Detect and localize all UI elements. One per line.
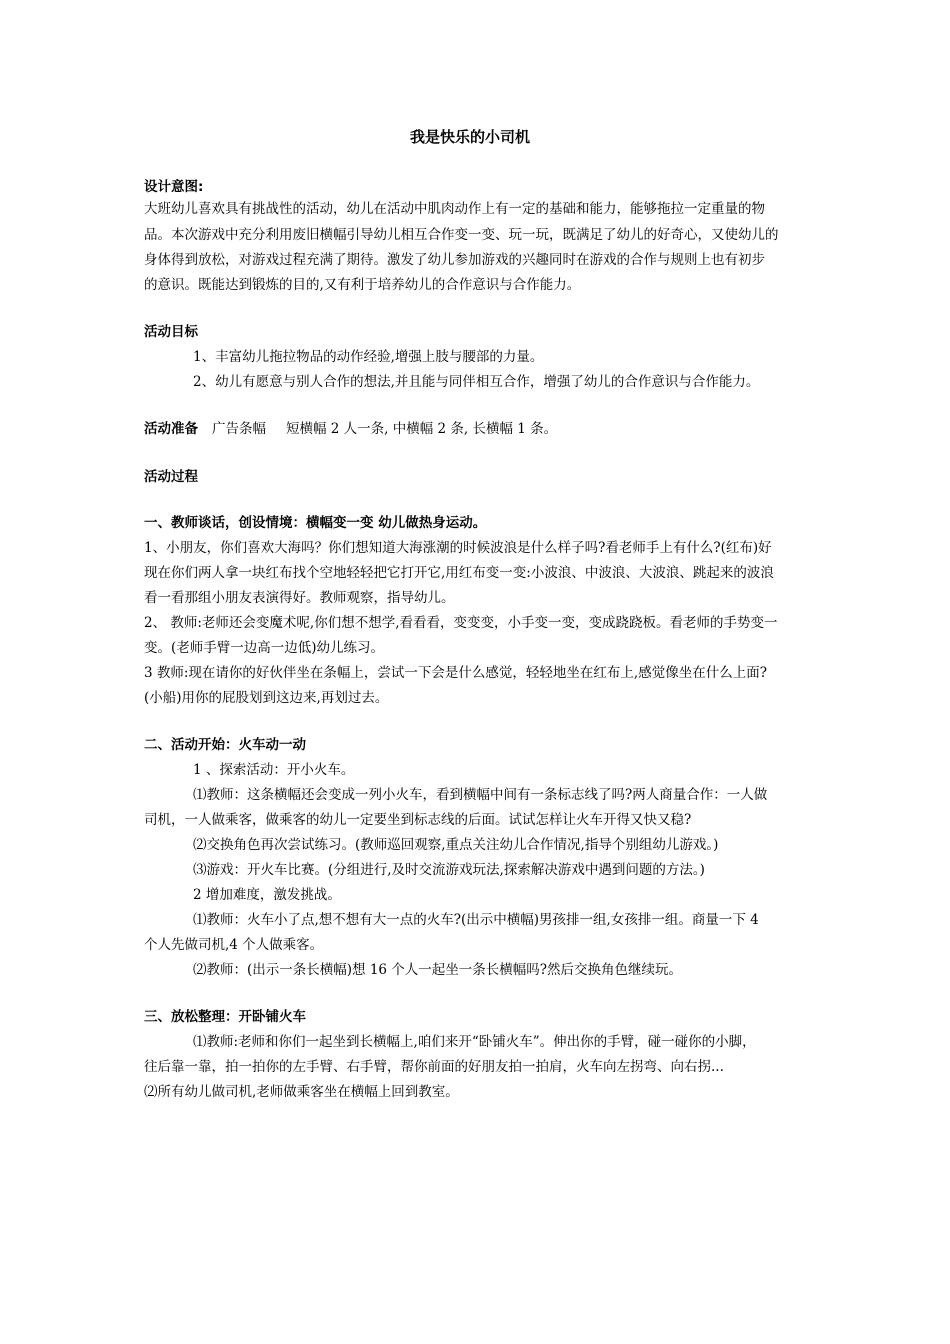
design-intent-line: 的意识。既能达到锻炼的目的,又有利于培养幼儿的合作意识与合作能力。 (144, 277, 581, 293)
design-intent-line: 身体得到放松，对游戏过程充满了期待。激发了幼儿参加游戏的兴趣同时在游戏的合作与规则上也有初步 (144, 252, 765, 268)
process-heading: 活动过程 (144, 469, 198, 485)
part1-line: (小船)用你的屁股划到这边来,再划过去。 (144, 690, 389, 706)
part1-line: 1、小朋友，你们喜欢大海吗？你们想知道大海涨潮的时候波浪是什么样子吗?看老师手上有什么?(红布)好 (144, 540, 772, 556)
goal-item: 2、幼儿有愿意与别人合作的想法,并且能与同伴相互合作，增强了幼儿的合作意识与合作能力。 (193, 374, 760, 390)
part1-line: 现在你们两人拿一块红布找个空地轻轻把它打开它,用红布变一变:小波浪、中波浪、大波浪、跳起来的波浪 (144, 565, 774, 581)
part3-line: 往后靠一靠，拍一拍你的左手臂、右手臂，帮你前面的好朋友拍一拍肩，火车向左拐弯、向右拐... (144, 1059, 724, 1075)
goals-heading: 活动目标 (144, 324, 198, 340)
part2-line: 个人先做司机,4 个人做乘客。 (144, 937, 324, 953)
part1-line: 看一看那组小朋友表演得好。教师观察，指导幼儿。 (144, 590, 455, 606)
prep-item-banner: 广告条幅 (212, 421, 266, 437)
part3-line: ⑴教师:老师和你们一起坐到长横幅上,咱们来开“卧铺火车”。伸出你的手臂，碰一碰你的小脚， (193, 1034, 756, 1050)
part2-line: ⑵交换角色再次尝试练习。(教师巡回观察,重点关注幼儿合作情况,指导个别组幼儿游戏。) (193, 837, 719, 853)
part1-heading: 一、教师谈话，创设情境：横幅变一变 幼儿做热身运动。 (144, 515, 487, 531)
part2-line: 司机，一人做乘客，做乘客的幼儿一定要坐到标志线的后面。试试怎样让火车开得又快又稳? (144, 812, 692, 828)
part2-line: ⑴教师：火车小了点,想不想有大一点的火车?(出示中横幅)男孩排一组,女孩排一组。商量一下 4 (193, 912, 759, 928)
design-intent-line: 大班幼儿喜欢具有挑战性的活动，幼儿在活动中肌肉动作上有一定的基础和能力，能够拖拉一定重量的物 (144, 201, 765, 217)
document-title: 我是快乐的小司机 (410, 128, 531, 146)
design-intent-line: 品。本次游戏中充分利用废旧横幅引导幼儿相互合作变一变、玩一玩，既满足了幼儿的好奇心，又使幼儿的 (144, 227, 779, 243)
part2-line: 1 、探索活动：开小火车。 (193, 762, 355, 778)
part1-line: 3 教师:现在请你的好伙伴坐在条幅上，尝试一下会是什么感觉，轻轻地坐在红布上,感觉像坐在什么上面? (144, 665, 767, 681)
prep-line (144, 420, 557, 438)
part1-line: 变。(老师手臂一边高一边低)幼儿练习。 (144, 640, 385, 656)
part2-heading: 二、活动开始：火车动一动 (144, 737, 306, 753)
part3-heading: 三、放松整理：开卧铺火车 (144, 1009, 306, 1025)
part1-line: 2、 教师:老师还会变魔术呢,你们想不想学,看看看，变变变，小手变一变，变成跷跷板。看老师的手势变一 (144, 615, 778, 631)
part2-line: ⑵教师：(出示一条长横幅)想 16 个人一起坐一条长横幅吗?然后交换角色继续玩。 (193, 962, 683, 978)
design-intent-heading: 设计意图: (144, 179, 204, 195)
part2-line: ⑶游戏：开火车比赛。(分组进行,及时交流游戏玩法,探索解决游戏中遇到问题的方法。) (193, 862, 705, 878)
part2-line: 2 增加难度，激发挑战。 (193, 887, 341, 903)
prep-heading: 活动准备 (144, 421, 198, 437)
part3-line: ⑵所有幼儿做司机,老师做乘客坐在横幅上回到教室。 (144, 1084, 459, 1100)
part2-line: ⑴教师：这条横幅还会变成一列小火车，看到横幅中间有一条标志线了吗?两人商量合作：一人做 (193, 787, 768, 803)
prep-item-sizes: 短横幅 2 人一条, 中横幅 2 条, 长横幅 1 条。 (286, 421, 558, 437)
goal-item: 1、丰富幼儿拖拉物品的动作经验,增强上肢与腰部的力量。 (193, 349, 544, 365)
